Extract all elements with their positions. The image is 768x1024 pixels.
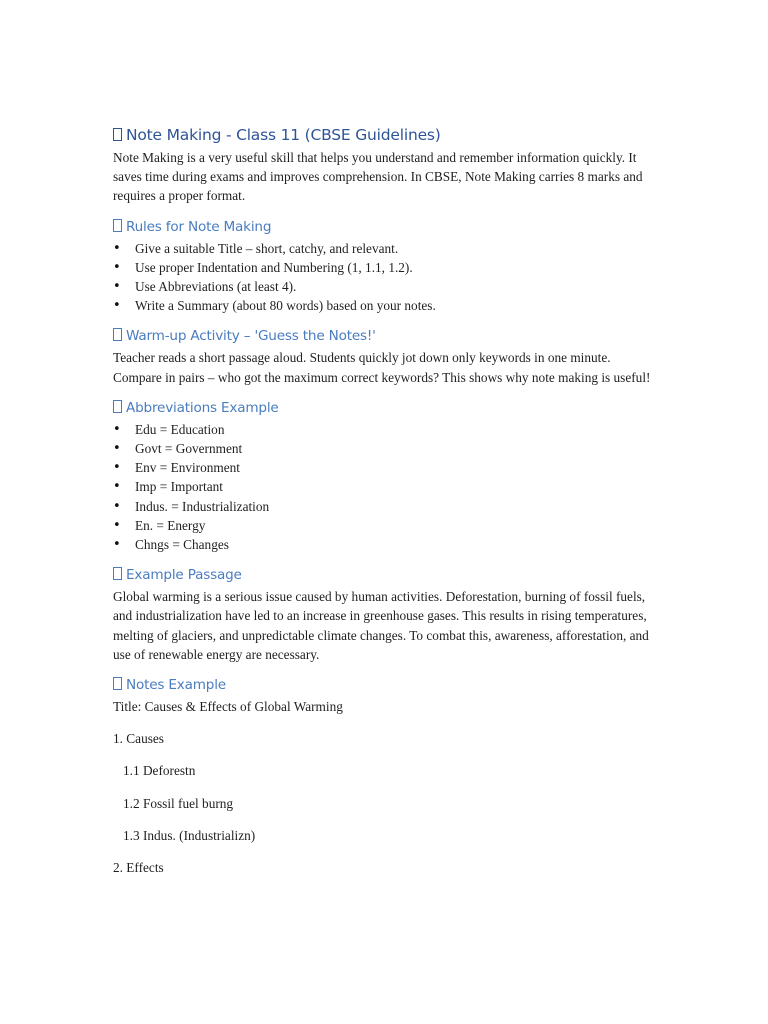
rules-heading-text: Rules for Note Making	[126, 218, 272, 235]
page-title	[113, 124, 658, 146]
list-item: • Edu = Education	[113, 420, 658, 439]
notes-subpoint-line: 1.2 Fossil fuel burng	[123, 795, 234, 811]
rules-list	[113, 239, 658, 316]
rules-heading	[113, 217, 658, 237]
passage-heading	[113, 565, 658, 585]
missing-glyph-icon	[113, 400, 122, 413]
passage-heading-text: Example Passage	[126, 567, 242, 584]
intro-section	[113, 124, 658, 206]
notes-heading	[113, 675, 658, 695]
document-page	[113, 124, 658, 890]
notes-heading-line: 1. Causes	[113, 731, 164, 747]
list-item: • Env = Environment	[113, 458, 658, 477]
warmup-paragraph: Teacher reads a short passage aloud. Students quickly jot down only keywords in one minute. Compare in pairs – who got the maximum correct keywords? This shows why note making is useful!	[113, 350, 651, 385]
warmup-section	[113, 326, 658, 386]
abbreviations-heading-text: Abbreviations Example	[126, 399, 279, 416]
notes-title-line: Title: Causes & Effects of Global Warming	[113, 699, 343, 715]
abbreviations-section	[113, 398, 658, 554]
list-item: • Chngs = Changes	[113, 535, 658, 554]
list-item: • Govt = Government	[113, 439, 658, 458]
missing-glyph-icon	[113, 219, 122, 232]
notes-section	[113, 675, 658, 877]
missing-glyph-icon	[113, 567, 122, 580]
intro-paragraph: Note Making is a very useful skill that helps you understand and remember information quickly. It saves time during exams and improves comprehension. In CBSE, Note Making carries 8 marks and requires a proper format.	[113, 150, 643, 204]
missing-glyph-icon	[113, 677, 122, 690]
missing-glyph-icon	[113, 328, 122, 341]
warmup-heading	[113, 326, 658, 346]
notes-subpoint-line: 1.3 Indus. (Industrializn)	[123, 827, 256, 843]
abbreviations-heading	[113, 398, 658, 418]
list-item: • Indus. = Industrialization	[113, 497, 658, 516]
warmup-heading-text: Warm-up Activity – 'Guess the Notes!'	[126, 328, 376, 345]
list-item: • Give a suitable Title – short, catchy, and relevant.	[113, 239, 658, 258]
missing-glyph-icon	[113, 128, 122, 141]
passage-section	[113, 565, 658, 664]
page-title-text: Note Making - Class 11 (CBSE Guidelines)	[126, 126, 441, 144]
list-item: • Write a Summary (about 80 words) based on your notes.	[113, 296, 658, 315]
notes-heading-line: 2. Effects	[113, 860, 164, 876]
notes-heading-text: Notes Example	[126, 677, 226, 694]
abbreviations-list	[113, 420, 658, 554]
list-item: • En. = Energy	[113, 516, 658, 535]
passage-paragraph: Global warming is a serious issue caused by human activities. Deforestation, burning of fossil fuels, and industrialization have led to an increase in greenhouse gases. This results in rising temperatures, melting of glaciers, and unpredictable climate changes. To combat this, awareness, afforestation, and use of renewable energy are necessary.	[113, 589, 649, 662]
list-item: • Use Abbreviations (at least 4).	[113, 277, 658, 296]
notes-subpoint-line: 1.1 Deforestn	[123, 763, 196, 779]
list-item: • Use proper Indentation and Numbering (1, 1.1, 1.2).	[113, 258, 658, 277]
list-item: • Imp = Important	[113, 477, 658, 496]
rules-section	[113, 217, 658, 316]
